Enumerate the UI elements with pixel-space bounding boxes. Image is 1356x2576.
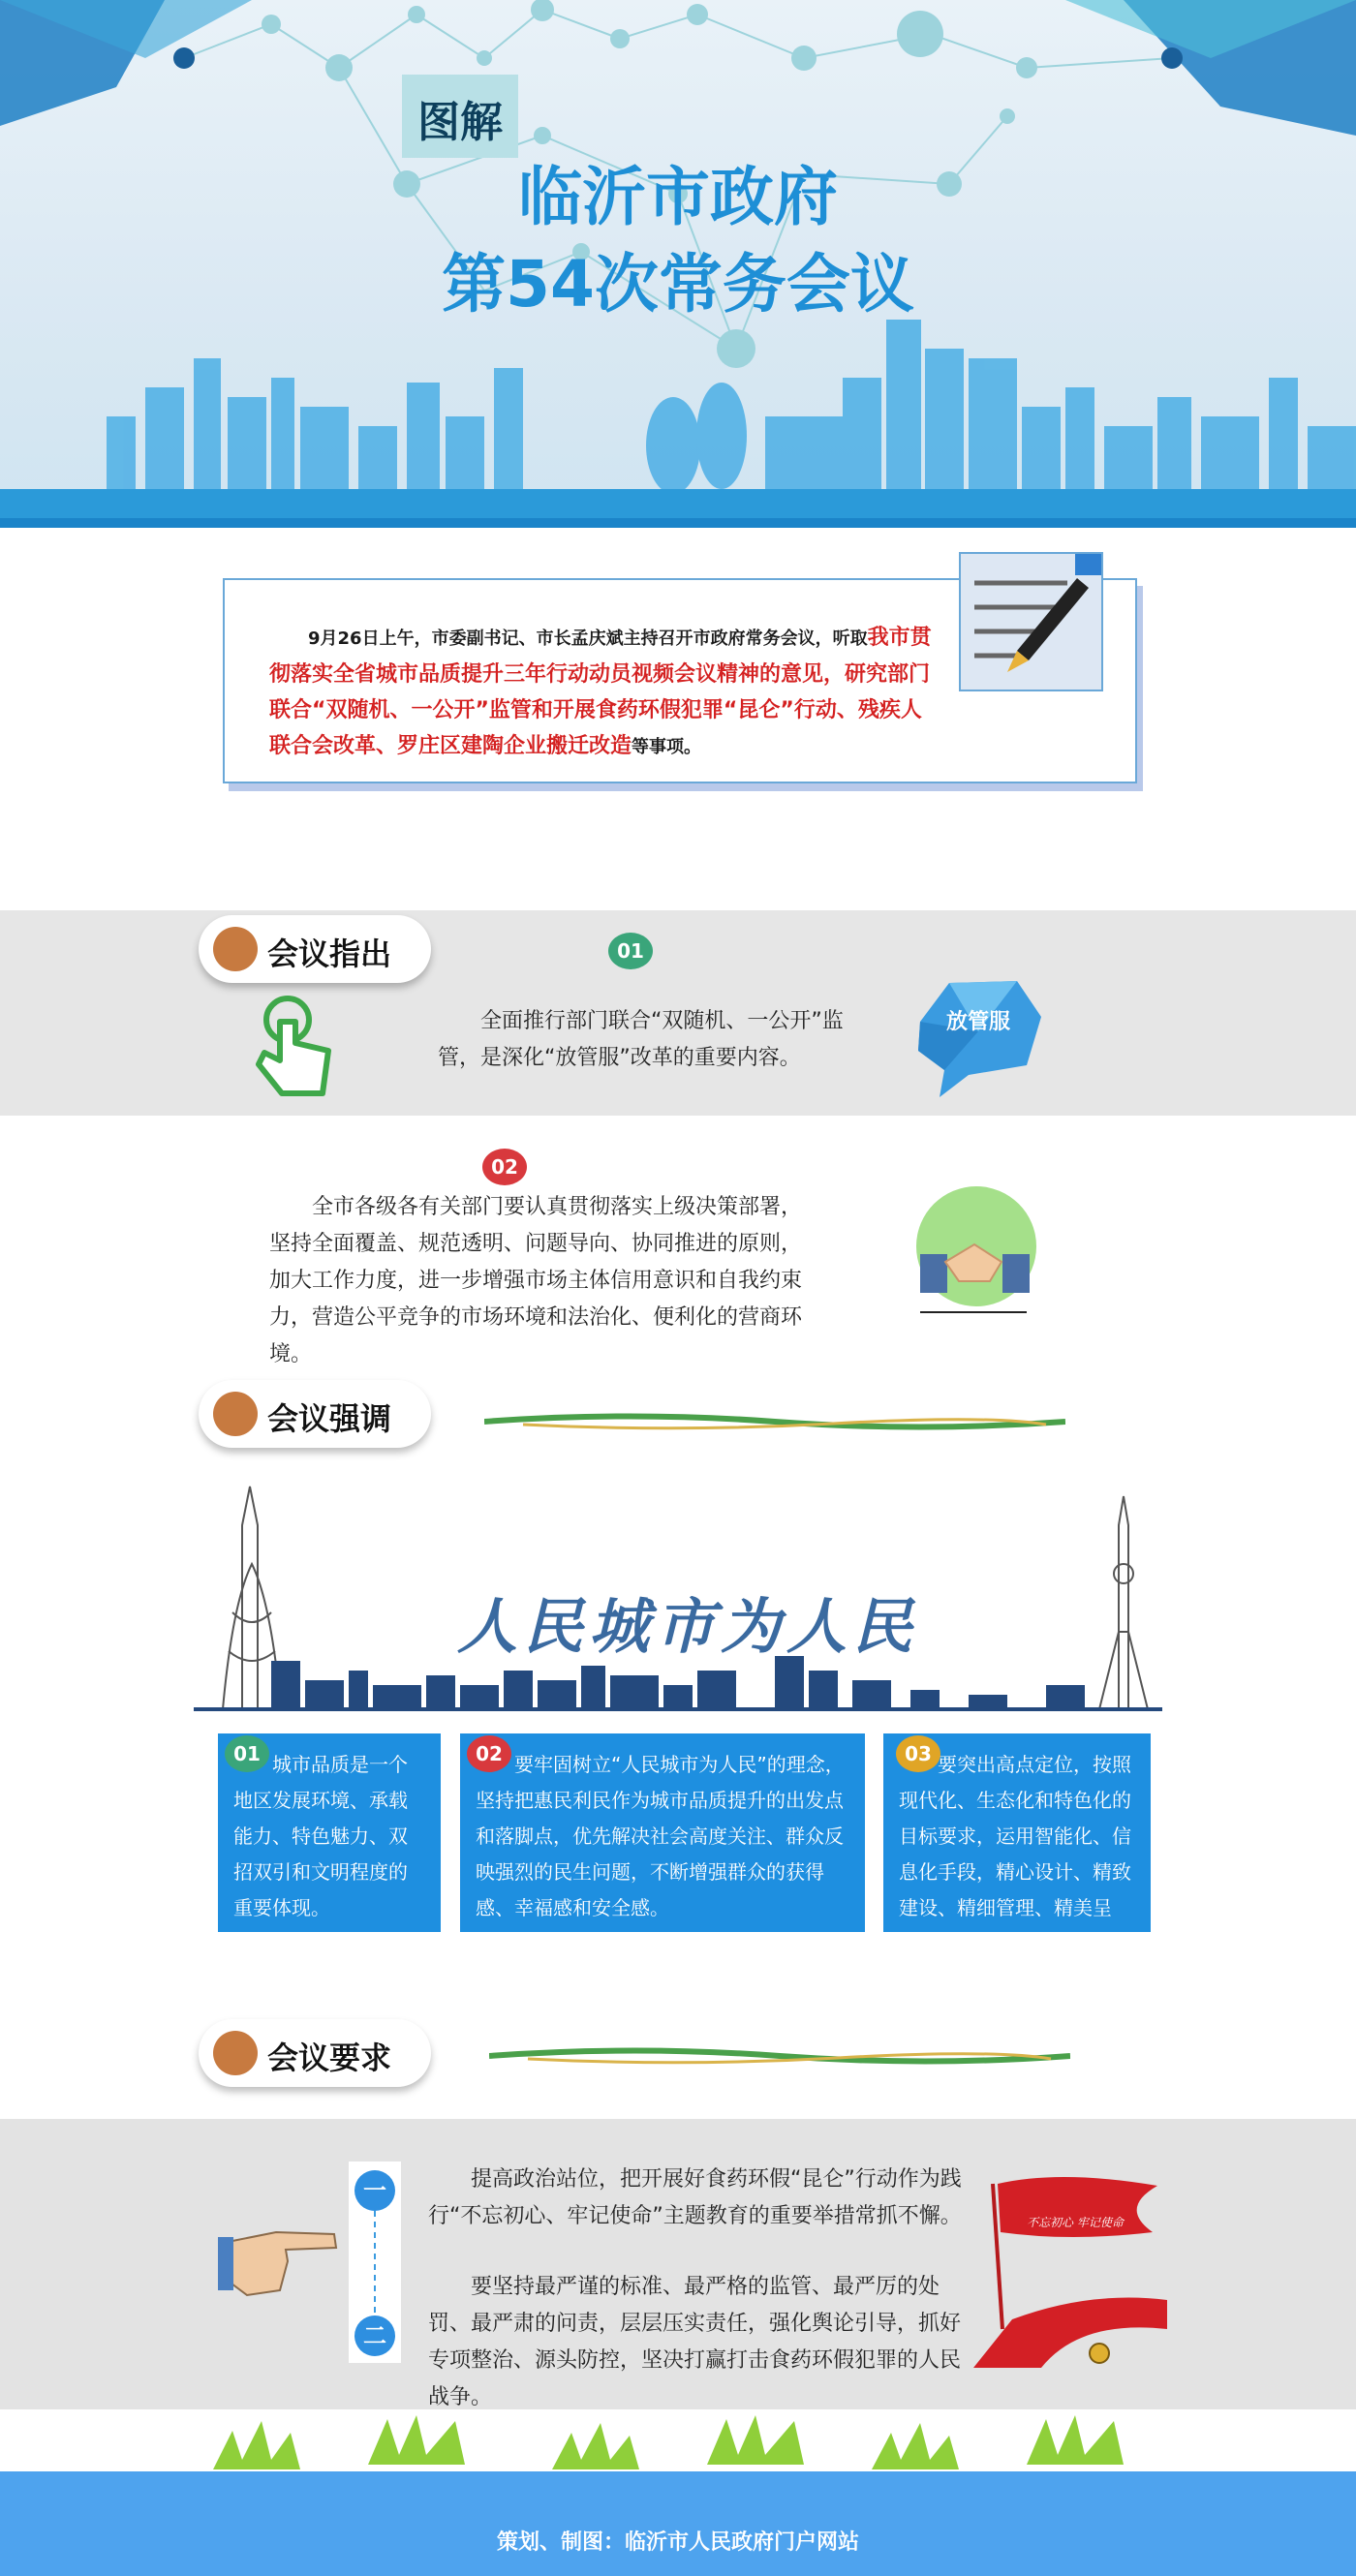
page-title-line2: 第54次常务会议 — [442, 247, 914, 322]
grass-decoration-row — [0, 2411, 1356, 2471]
timeline-marker-2: 二 — [354, 2315, 395, 2356]
required-text-1: 提高政治站位，把开展好食药环假“昆仑”行动作为践行“不忘初心、牢记使命”主题教育的重要举措常抓不懈。 — [428, 2167, 962, 2228]
section-title-emphasized: 会议强调 — [267, 1400, 392, 1437]
bubble-label: 放管服 — [945, 1010, 1010, 1034]
emphasis-card-3: 要突出高点定位，按照现代化、生态化和特色化的目标要求，运用智能化、信息化手段，精心设计、精致建设、精细管理、精美呈现，全面提升大美新临沂城市品质。 — [883, 1733, 1151, 1932]
required-text-2: 要坚持最严谨的标准、最严格的监管、最严厉的处罚、最严肃的问责，层层压实责任，强化舆论引导，抓好专项整治、源头防控，坚决打赢打击食药环假犯罪的人民战争。 — [428, 2275, 962, 2409]
pill-dot-icon — [213, 2031, 258, 2075]
intro-highlight: 我市贯彻落实全省城市品质提升三年行动动员视频会议精神的意见，研究部门联合“双随机、一公开”监管和开展食药环假犯罪“昆仑”行动、残疾人联合会改革、罗庄区建陶企业搬迁改造 — [269, 626, 932, 758]
intro-part1: 9月26日上午，市委副书记、市长孟庆斌主持召开市政府常务会议，听取 — [308, 629, 868, 649]
pointed-out-text-1: 全面推行部门联合“双随机、一公开”监管，是深化“放管服”改革的重要内容。 — [438, 1009, 844, 1070]
card-badge-02: 02 — [467, 1735, 511, 1772]
pointing-hand-icon — [218, 2203, 344, 2310]
handshake-icon — [901, 1177, 1046, 1322]
flag-slogan: 不忘初心 牢记使命 — [1027, 2216, 1124, 2229]
hand-tap-icon — [247, 993, 334, 1099]
badge-01: 01 — [608, 933, 653, 969]
footer-credit: 策划、制图：临沂市人民政府门户网站 — [496, 2530, 859, 2555]
people-city-banner: 人民城市为人民 — [456, 1591, 918, 1662]
pen-document-icon — [959, 552, 1103, 691]
intro-part3: 等事项。 — [632, 737, 702, 757]
red-flag-illustration — [973, 2174, 1167, 2368]
grass-divider-2 — [489, 2043, 1070, 2069]
emphasis-card-1: 城市品质是一个地区发展环境、承载能力、特色魅力、双招双引和文明程度的重要体现。 — [218, 1733, 441, 1932]
header-tag: 图解 — [417, 98, 503, 147]
section-title-pointed-out: 会议指出 — [267, 935, 392, 972]
section-title-required: 会议要求 — [267, 2039, 392, 2076]
timeline-marker-1: 一 — [354, 2170, 395, 2211]
pill-dot-icon — [213, 1392, 258, 1436]
emphasis-card-2: 要牢固树立“人民城市为人民”的理念，坚持把惠民利民作为城市品质提升的出发点和落脚点，优先解决社会高度关注、群众反映强烈的民生问题，不断增强群众的获得感、幸福感和安全感。 — [460, 1733, 865, 1932]
speech-bubble-icon — [910, 973, 1046, 1099]
grass-divider-1 — [484, 1409, 1065, 1434]
footer-bar — [0, 2471, 1356, 2576]
card-badge-01: 01 — [225, 1735, 269, 1772]
pointed-out-text-2: 全市各级各有关部门要认真贯彻落实上级决策部署，坚持全面覆盖、规范透明、问题导向、协同推进的原则，加大工作力度，进一步增强市场主体信用意识和自我约束力，营造公平竞争的市场环境和法治化、便利化的营商环境。 — [269, 1195, 803, 1366]
page-title-line1: 临沂市政府 — [518, 160, 838, 234]
pill-dot-icon — [213, 927, 258, 971]
intro-paragraph — [269, 620, 938, 765]
card-badge-03: 03 — [896, 1735, 940, 1772]
badge-02: 02 — [482, 1149, 527, 1185]
